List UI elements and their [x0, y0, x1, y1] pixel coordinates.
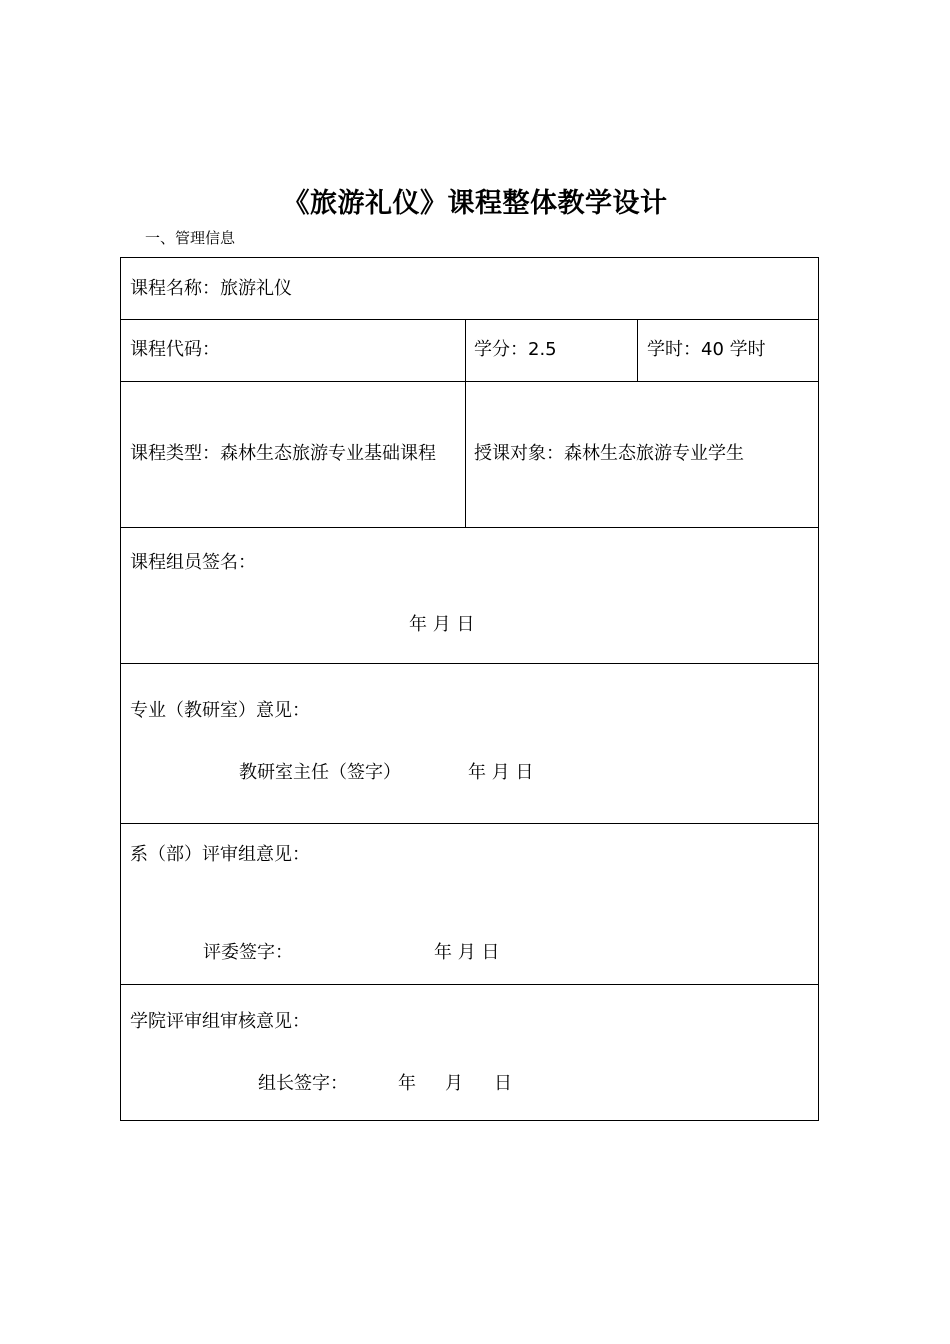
hours-field: 学时：40 学时 [647, 339, 766, 360]
row-code-credits-hours [121, 320, 818, 382]
cell-course-type [121, 382, 466, 527]
reviewer-sign-label: 评委签字： [203, 942, 293, 963]
members-sign-label: 课程组员签名： [130, 552, 256, 573]
college-opinion-label: 学院评审组审核意见： [130, 1011, 310, 1032]
cell-course-code [121, 320, 466, 381]
cell-audience [466, 382, 818, 527]
section-heading: 一、管理信息 [145, 229, 236, 247]
director-date: 年 月 日 [468, 762, 534, 783]
row-course-name [121, 258, 818, 320]
members-date: 年 月 日 [409, 614, 475, 635]
director-sign-label: 教研室主任（签字） [239, 762, 401, 783]
reviewer-date: 年 月 日 [434, 942, 500, 963]
course-type-field: 课程类型：森林生态旅游专业基础课程 [130, 443, 436, 464]
cell-credits [466, 320, 638, 381]
row-dept-opinion [121, 824, 818, 985]
major-opinion-label: 专业（教研室）意见： [130, 700, 310, 721]
row-major-opinion [121, 664, 818, 824]
row-member-signatures [121, 528, 818, 664]
course-code-field: 课程代码： [130, 339, 220, 360]
leader-date-month: 月 [445, 1073, 463, 1094]
audience-field: 授课对象：森林生态旅游专业学生 [474, 443, 744, 464]
management-info-table [120, 257, 819, 1121]
cell-hours [638, 320, 818, 381]
page-title: 《旅游礼仪》课程整体教学设计 [282, 188, 668, 219]
leader-sign-label: 组长签字： [258, 1073, 348, 1094]
row-type-audience [121, 382, 818, 528]
row-college-opinion [121, 985, 818, 1120]
credits-field: 学分：2.5 [474, 339, 557, 360]
dept-opinion-label: 系（部）评审组意见： [130, 844, 310, 865]
leader-date-year: 年 [398, 1073, 416, 1094]
course-name-field: 课程名称：旅游礼仪 [130, 278, 292, 299]
leader-date-day: 日 [494, 1073, 512, 1094]
